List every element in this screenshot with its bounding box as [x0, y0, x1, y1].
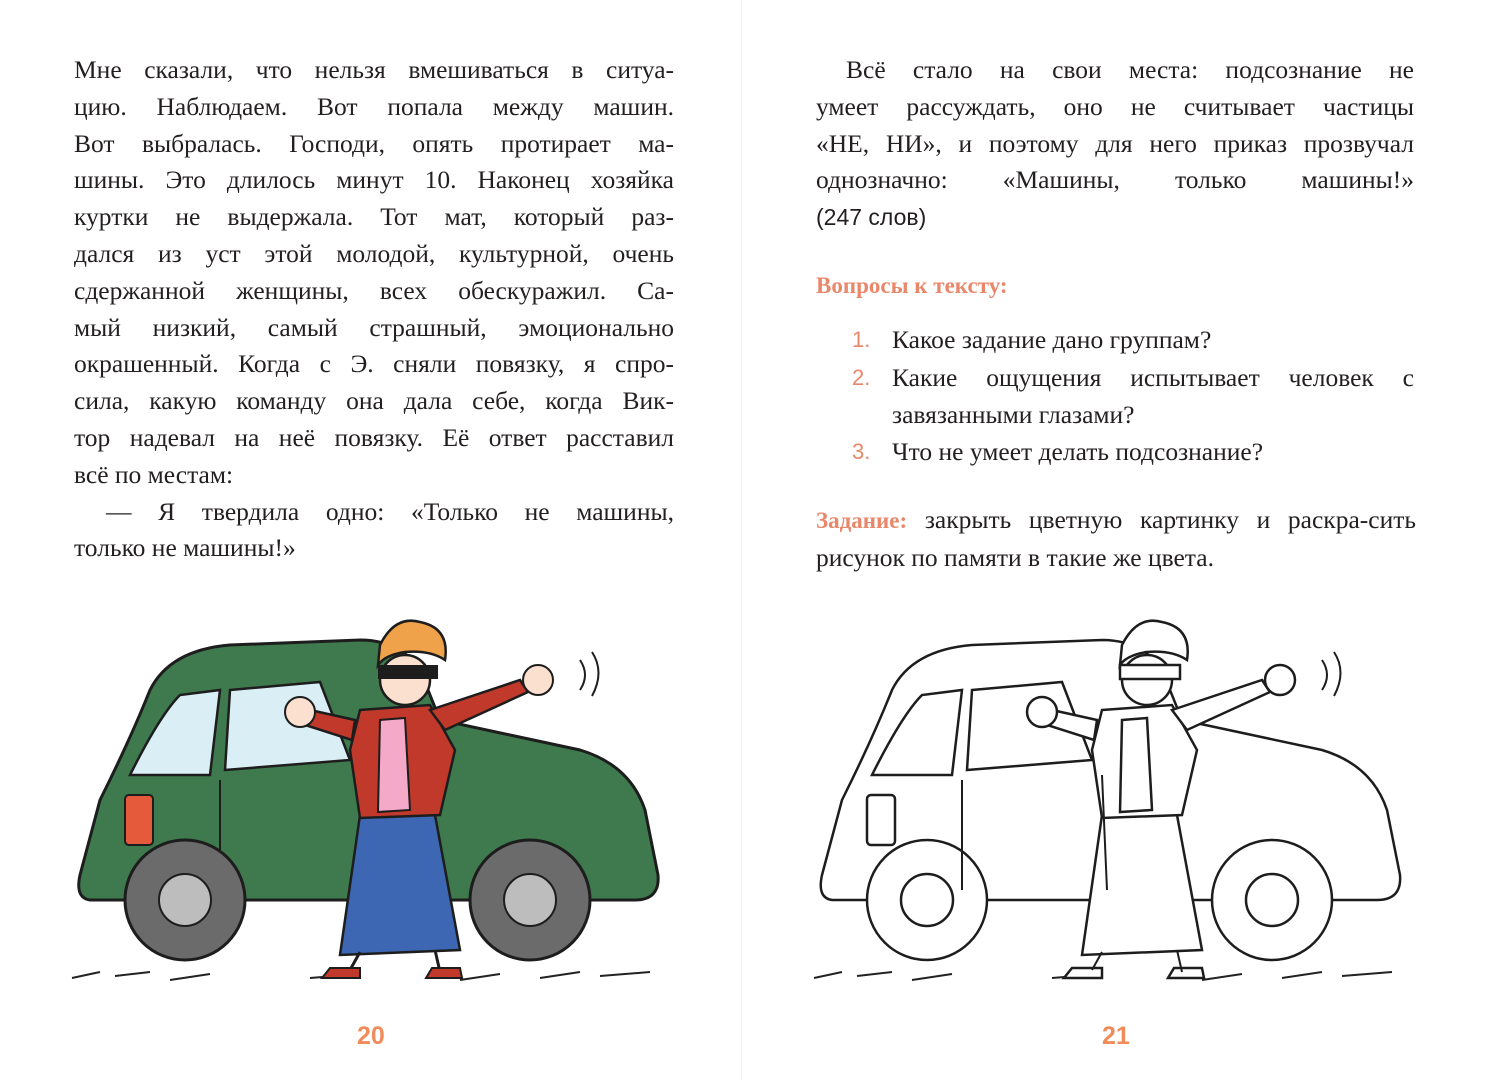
questions-heading: Вопросы к тексту: — [816, 273, 1008, 298]
text-line: Всё стало на свои места: подсознание не — [846, 55, 1414, 84]
wheel-left — [125, 840, 245, 960]
question-text: Какие ощущения испытывает человек с завязанными глазами? — [892, 362, 1414, 429]
text-line: всё по местам: — [74, 459, 234, 489]
car-woman-color-illustration — [60, 600, 670, 990]
question-number: 3. — [852, 439, 871, 465]
questions-list — [852, 322, 1414, 472]
page-number: 20 — [357, 1022, 385, 1050]
car-woman-outline-illustration — [802, 600, 1412, 990]
word-count: (247 слов) — [816, 204, 927, 231]
question-item — [852, 360, 1414, 434]
task-block — [816, 502, 1416, 577]
text-line: сдержанной женщины, всех обескуражил. Са- — [74, 275, 674, 305]
text-line: Вот выбралась. Господи, опять протирает ма- — [74, 128, 674, 158]
text-line: только не машины!» — [74, 533, 296, 563]
question-item — [852, 322, 1414, 359]
text-line: цию. Наблюдаем. Вот попала между машин. — [74, 91, 674, 121]
task-text: закрыть цветную картинку и раскра-сить рисунок по памяти в такие же цвета. — [816, 505, 1416, 572]
right-intro-text — [816, 52, 1414, 236]
text-line: мый низкий, самый страшный, эмоционально — [74, 312, 674, 342]
text-line: однозначно: «Машины, только машины!» — [816, 165, 1414, 195]
right-page — [742, 0, 1485, 1080]
text-line: окрашенный. Когда с Э. сняли повязку, я спро- — [74, 349, 674, 379]
text-line: «НЕ, НИ», и поэтому для него приказ прозвучал — [816, 128, 1414, 158]
text-line: Мне сказали, что нельзя вмешиваться в ситуа- — [74, 55, 674, 84]
left-body-text — [74, 52, 674, 567]
text-line: умеет рассуждать, оно не считывает частицы — [816, 91, 1414, 121]
question-text: Какое задание дано группам? — [892, 325, 1212, 354]
text-line: сила, какую команду она дала себе, когда Вик- — [74, 386, 674, 416]
task-label: Задание: — [816, 508, 908, 533]
question-item — [852, 434, 1414, 471]
wheel-right — [470, 840, 590, 960]
question-number: 1. — [852, 327, 871, 352]
text-line: дался из уст этой молодой, культурной, очень — [74, 238, 674, 268]
text-line: куртки не выдержала. Тот мат, который раз- — [74, 202, 674, 232]
text-line: шины. Это длилось минут 10. Наконец хозяйка — [74, 165, 674, 195]
text-line: — Я твердила одно: «Только не машины, — [106, 496, 674, 526]
text-line: тор надевал на неё повязку. Её ответ расставил — [74, 422, 674, 452]
question-number: 2. — [852, 364, 871, 390]
question-text: Что не умеет делать подсознание? — [892, 437, 1264, 467]
left-page — [0, 0, 742, 1080]
page-number: 21 — [1102, 1022, 1130, 1050]
